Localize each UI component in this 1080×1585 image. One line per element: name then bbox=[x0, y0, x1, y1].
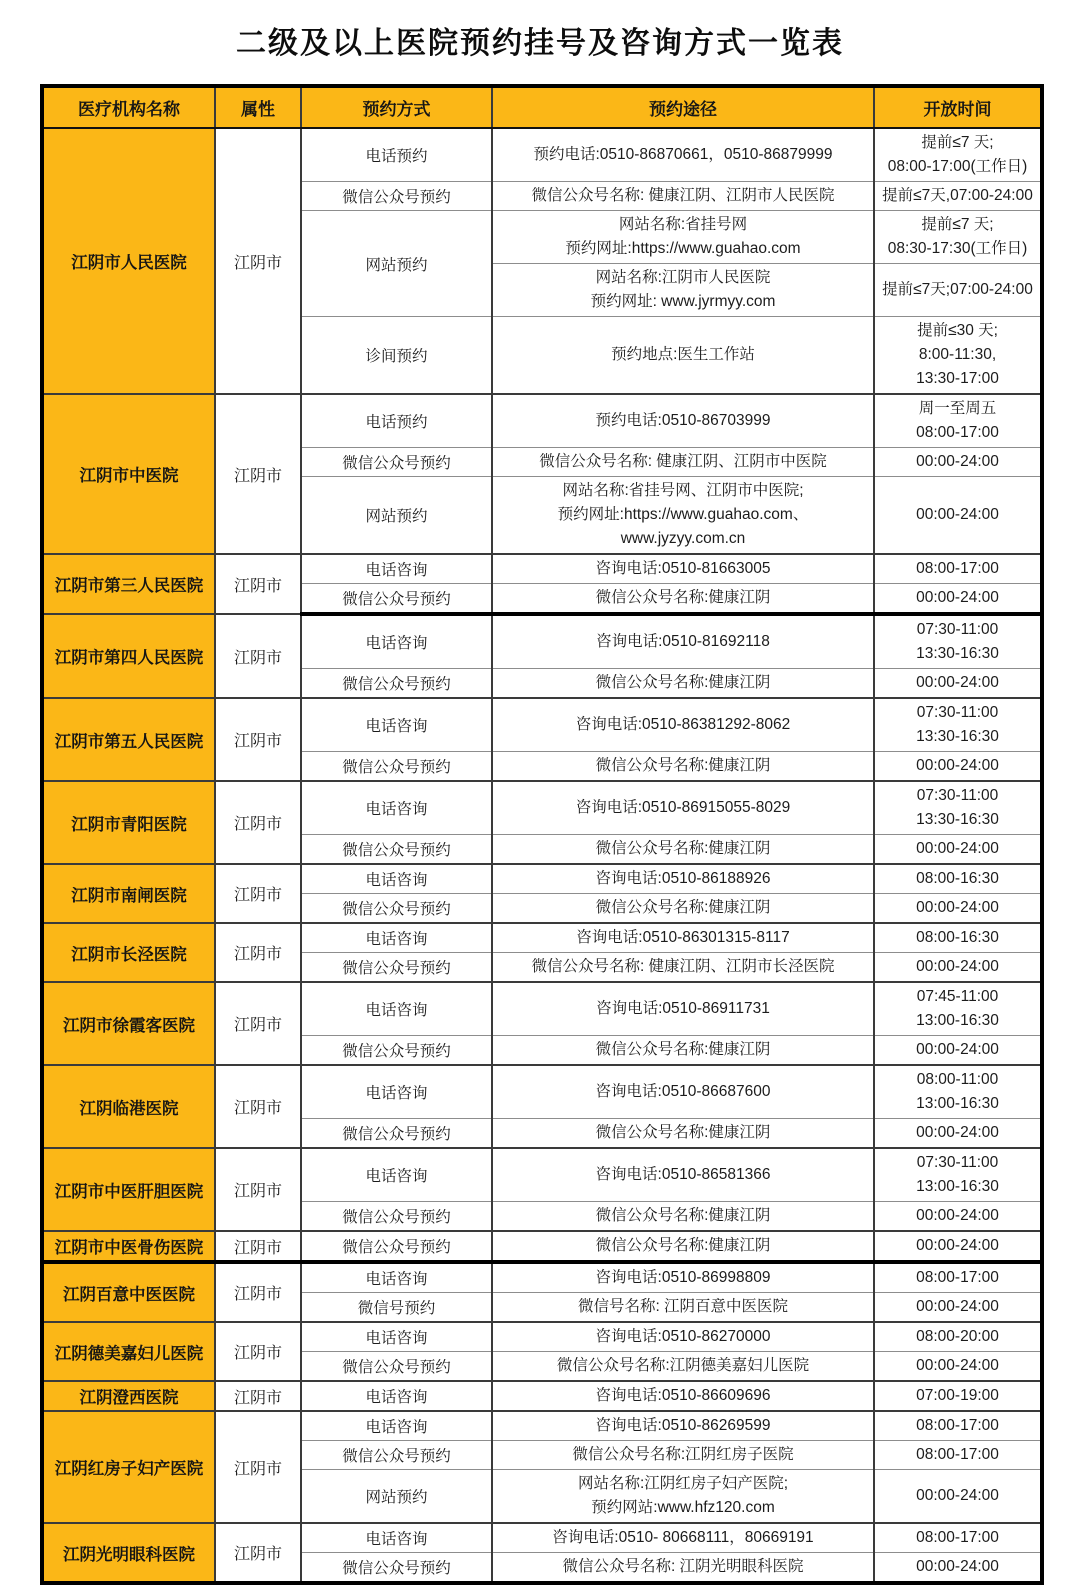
attribute-cell: 江阴市 bbox=[215, 1523, 301, 1583]
booking-channel-cell bbox=[492, 1322, 874, 1352]
booking-method-cell: 电话咨询 bbox=[301, 554, 492, 584]
open-hours-cell bbox=[874, 317, 1042, 395]
table-row bbox=[42, 1381, 1042, 1411]
booking-method-cell: 微信公众号预约 bbox=[301, 448, 492, 477]
booking-method-cell: 电话预约 bbox=[301, 128, 492, 182]
hours-line: 00:00-24:00 bbox=[916, 1357, 999, 1374]
open-hours-cell bbox=[874, 1523, 1042, 1553]
booking-channel-cell bbox=[492, 264, 874, 317]
page-title: 二级及以上医院预约挂号及咨询方式一览表 bbox=[236, 27, 844, 60]
hours-line: 00:00-24:00 bbox=[916, 589, 999, 606]
booking-channel-cell bbox=[492, 923, 874, 953]
column-header-0: 医疗机构名称 bbox=[42, 86, 215, 128]
channel-line: 网站名称:江阴市人民医院 bbox=[595, 269, 771, 286]
hours-line: 08:00-16:30 bbox=[916, 929, 999, 946]
hours-line: 13:30-17:00 bbox=[916, 370, 999, 387]
channel-line: 预约网站:www.hfz120.com bbox=[591, 1499, 775, 1516]
channel-line: 咨询电话:0510-86609696 bbox=[595, 1387, 771, 1404]
hours-line: 提前≤30 天; bbox=[917, 322, 998, 339]
hospital-name-cell: 江阴市青阳医院 bbox=[42, 781, 215, 864]
hours-line: 08:30-17:30(工作日) bbox=[887, 240, 1028, 257]
hospital-name-cell: 江阴市长泾医院 bbox=[42, 923, 215, 982]
open-hours-cell bbox=[874, 477, 1042, 555]
booking-channel-cell bbox=[492, 752, 874, 782]
open-hours-cell bbox=[874, 1202, 1042, 1232]
channel-line: 网站名称:省挂号网、江阴市中医院; bbox=[562, 482, 804, 499]
hours-line: 07:00-19:00 bbox=[916, 1387, 999, 1404]
table-row bbox=[42, 1322, 1042, 1352]
hours-line: 08:00-17:00 bbox=[916, 424, 999, 441]
channel-line: 微信公众号名称:江阴红房子医院 bbox=[572, 1446, 794, 1463]
booking-channel-cell bbox=[492, 781, 874, 835]
hours-line: 00:00-24:00 bbox=[916, 899, 999, 916]
booking-channel-cell bbox=[492, 669, 874, 699]
channel-line: 咨询电话:0510-86381292-8062 bbox=[575, 716, 791, 733]
booking-method-cell: 电话咨询 bbox=[301, 698, 492, 752]
header-row bbox=[42, 86, 1042, 128]
table-row bbox=[42, 614, 1042, 669]
hours-line: 00:00-24:00 bbox=[916, 1558, 999, 1575]
open-hours-cell bbox=[874, 1411, 1042, 1441]
open-hours-cell bbox=[874, 584, 1042, 615]
channel-line: 咨询电话:0510-81663005 bbox=[595, 560, 771, 577]
channel-line: 预约网址:https://www.guahao.com bbox=[565, 240, 801, 257]
booking-method-cell: 微信公众号预约 bbox=[301, 1202, 492, 1232]
booking-channel-cell bbox=[492, 1352, 874, 1382]
open-hours-cell bbox=[874, 1036, 1042, 1066]
channel-line: www.jyzyy.com.cn bbox=[620, 530, 746, 547]
hours-line: 13:30-16:30 bbox=[916, 645, 999, 662]
booking-method-cell: 网站预约 bbox=[301, 211, 492, 317]
booking-method-cell: 电话咨询 bbox=[301, 1411, 492, 1441]
open-hours-cell bbox=[874, 1553, 1042, 1584]
booking-method-cell: 电话咨询 bbox=[301, 1262, 492, 1293]
open-hours-cell bbox=[874, 1119, 1042, 1149]
attribute-cell: 江阴市 bbox=[215, 1231, 301, 1262]
hours-line: 13:00-16:30 bbox=[916, 1095, 999, 1112]
hours-line: 00:00-24:00 bbox=[916, 958, 999, 975]
attribute-cell: 江阴市 bbox=[215, 1262, 301, 1322]
channel-line: 预约网址:https://www.guahao.com、 bbox=[557, 506, 809, 523]
booking-method-cell: 微信公众号预约 bbox=[301, 182, 492, 211]
hospital-name-cell: 江阴市第三人民医院 bbox=[42, 554, 215, 614]
hospital-name-cell: 江阴临港医院 bbox=[42, 1065, 215, 1148]
booking-method-cell: 电话咨询 bbox=[301, 1523, 492, 1553]
open-hours-cell bbox=[874, 554, 1042, 584]
booking-method-cell: 网站预约 bbox=[301, 1470, 492, 1524]
hospital-name-cell: 江阴百意中医医院 bbox=[42, 1262, 215, 1322]
table-row bbox=[42, 1148, 1042, 1202]
table-row bbox=[42, 781, 1042, 835]
attribute-cell: 江阴市 bbox=[215, 394, 301, 554]
hours-line: 08:00-17:00 bbox=[916, 1446, 999, 1463]
channel-line: 咨询电话:0510-86998809 bbox=[595, 1269, 771, 1286]
booking-channel-cell bbox=[492, 1441, 874, 1470]
attribute-cell: 江阴市 bbox=[215, 1322, 301, 1381]
hospital-name-cell: 江阴市第五人民医院 bbox=[42, 698, 215, 781]
hours-line: 07:30-11:00 bbox=[916, 621, 999, 638]
hours-line: 13:30-16:30 bbox=[916, 728, 999, 745]
channel-line: 预约地点:医生工作站 bbox=[611, 346, 755, 363]
table-row bbox=[42, 1411, 1042, 1441]
open-hours-cell bbox=[874, 448, 1042, 477]
open-hours-cell bbox=[874, 1441, 1042, 1470]
table-row bbox=[42, 864, 1042, 894]
booking-channel-cell bbox=[492, 614, 874, 669]
booking-channel-cell bbox=[492, 317, 874, 395]
booking-channel-cell bbox=[492, 894, 874, 924]
hospital-name-cell: 江阴德美嘉妇儿医院 bbox=[42, 1322, 215, 1381]
booking-channel-cell bbox=[492, 835, 874, 865]
attribute-cell: 江阴市 bbox=[215, 1411, 301, 1523]
table-row bbox=[42, 394, 1042, 448]
open-hours-cell bbox=[874, 211, 1042, 264]
open-hours-cell bbox=[874, 953, 1042, 983]
hours-line: 13:00-16:30 bbox=[916, 1178, 999, 1195]
attribute-cell: 江阴市 bbox=[215, 1065, 301, 1148]
open-hours-cell bbox=[874, 1148, 1042, 1202]
table-row bbox=[42, 1231, 1042, 1262]
booking-method-cell: 诊间预约 bbox=[301, 317, 492, 395]
booking-channel-cell bbox=[492, 477, 874, 555]
hours-line: 00:00-24:00 bbox=[916, 453, 999, 470]
channel-line: 咨询电话:0510-86301315-8117 bbox=[576, 929, 790, 946]
open-hours-cell bbox=[874, 835, 1042, 865]
hours-line: 00:00-24:00 bbox=[916, 1041, 999, 1058]
open-hours-cell bbox=[874, 698, 1042, 752]
open-hours-cell bbox=[874, 128, 1042, 182]
booking-method-cell: 电话咨询 bbox=[301, 1065, 492, 1119]
column-header-1: 属性 bbox=[215, 86, 301, 128]
open-hours-cell bbox=[874, 1352, 1042, 1382]
booking-channel-cell bbox=[492, 554, 874, 584]
open-hours-cell bbox=[874, 1322, 1042, 1352]
booking-method-cell: 微信公众号预约 bbox=[301, 1441, 492, 1470]
table-row bbox=[42, 128, 1042, 182]
channel-line: 微信公众号名称: 健康江阴、江阴市人民医院 bbox=[531, 187, 835, 204]
table-row bbox=[42, 1523, 1042, 1553]
hours-line: 00:00-24:00 bbox=[916, 1124, 999, 1141]
hours-line: 00:00-24:00 bbox=[916, 1237, 999, 1254]
attribute-cell: 江阴市 bbox=[215, 923, 301, 982]
hospital-name-cell: 江阴红房子妇产医院 bbox=[42, 1411, 215, 1523]
hours-line: 07:30-11:00 bbox=[916, 1154, 999, 1171]
hospital-name-cell: 江阴光明眼科医院 bbox=[42, 1523, 215, 1583]
hospital-name-cell: 江阴市中医院 bbox=[42, 394, 215, 554]
channel-line: 咨询电话:0510- 80668111，80669191 bbox=[552, 1529, 814, 1546]
hours-line: 08:00-17:00 bbox=[916, 1269, 999, 1286]
open-hours-cell bbox=[874, 781, 1042, 835]
hours-line: 提前≤7 天; bbox=[921, 216, 994, 233]
open-hours-cell bbox=[874, 752, 1042, 782]
open-hours-cell bbox=[874, 1470, 1042, 1524]
hours-line: 00:00-24:00 bbox=[916, 506, 999, 523]
booking-method-cell: 微信公众号预约 bbox=[301, 669, 492, 699]
open-hours-cell bbox=[874, 614, 1042, 669]
open-hours-cell bbox=[874, 894, 1042, 924]
booking-method-cell: 微信公众号预约 bbox=[301, 1231, 492, 1262]
hours-line: 提前≤7天;07:00-24:00 bbox=[882, 281, 1033, 298]
open-hours-cell bbox=[874, 1065, 1042, 1119]
hours-line: 00:00-24:00 bbox=[916, 1207, 999, 1224]
open-hours-cell bbox=[874, 182, 1042, 211]
column-header-4: 开放时间 bbox=[874, 86, 1042, 128]
booking-method-cell: 网站预约 bbox=[301, 477, 492, 555]
hospital-table bbox=[40, 84, 1044, 1585]
open-hours-cell bbox=[874, 1381, 1042, 1411]
hospital-name-cell: 江阴市中医肝胆医院 bbox=[42, 1148, 215, 1231]
booking-channel-cell bbox=[492, 128, 874, 182]
booking-channel-cell bbox=[492, 864, 874, 894]
channel-line: 网站名称:江阴红房子妇产医院; bbox=[577, 1475, 789, 1492]
booking-method-cell: 微信公众号预约 bbox=[301, 1553, 492, 1584]
hours-line: 周一至周五 bbox=[918, 400, 997, 417]
channel-line: 网站名称:省挂号网 bbox=[618, 216, 748, 233]
table-row bbox=[42, 982, 1042, 1036]
booking-channel-cell bbox=[492, 1119, 874, 1149]
channel-line: 咨询电话:0510-86915055-8029 bbox=[575, 799, 791, 816]
hours-line: 提前≤7 天; bbox=[921, 134, 994, 151]
booking-channel-cell bbox=[492, 1470, 874, 1524]
booking-channel-cell bbox=[492, 953, 874, 983]
booking-method-cell: 电话咨询 bbox=[301, 923, 492, 953]
booking-channel-cell bbox=[492, 1231, 874, 1262]
booking-method-cell: 微信公众号预约 bbox=[301, 835, 492, 865]
hours-line: 08:00-11:00 bbox=[916, 1071, 999, 1088]
table-body bbox=[42, 128, 1042, 1583]
hours-line: 00:00-24:00 bbox=[916, 840, 999, 857]
booking-channel-cell bbox=[492, 1381, 874, 1411]
open-hours-cell bbox=[874, 669, 1042, 699]
booking-method-cell: 电话预约 bbox=[301, 394, 492, 448]
hours-line: 00:00-24:00 bbox=[916, 757, 999, 774]
attribute-cell: 江阴市 bbox=[215, 698, 301, 781]
booking-channel-cell bbox=[492, 698, 874, 752]
hours-line: 08:00-17:00(工作日) bbox=[887, 158, 1028, 175]
hours-line: 08:00-17:00 bbox=[916, 1529, 999, 1546]
channel-line: 咨询电话:0510-81692118 bbox=[596, 633, 770, 650]
table-row bbox=[42, 698, 1042, 752]
table-row bbox=[42, 923, 1042, 953]
booking-method-cell: 微信公众号预约 bbox=[301, 894, 492, 924]
channel-line: 咨询电话:0510-86581366 bbox=[595, 1166, 771, 1183]
channel-line: 微信公众号名称:健康江阴 bbox=[595, 1237, 771, 1254]
booking-method-cell: 微信公众号预约 bbox=[301, 1036, 492, 1066]
hours-line: 08:00-20:00 bbox=[916, 1328, 999, 1345]
channel-line: 微信公众号名称:健康江阴 bbox=[595, 589, 771, 606]
channel-line: 微信号名称: 江阴百意中医医院 bbox=[577, 1298, 789, 1315]
hospital-name-cell: 江阴市中医骨伤医院 bbox=[42, 1231, 215, 1262]
channel-line: 微信公众号名称:健康江阴 bbox=[595, 840, 771, 857]
channel-line: 咨询电话:0510-86911731 bbox=[596, 1000, 770, 1017]
channel-line: 咨询电话:0510-86188926 bbox=[595, 870, 771, 887]
attribute-cell: 江阴市 bbox=[215, 614, 301, 698]
hours-line: 00:00-24:00 bbox=[916, 1298, 999, 1315]
booking-channel-cell bbox=[492, 1553, 874, 1584]
open-hours-cell bbox=[874, 1231, 1042, 1262]
booking-method-cell: 微信公众号预约 bbox=[301, 1119, 492, 1149]
channel-line: 微信公众号名称:健康江阴 bbox=[595, 899, 771, 916]
hours-line: 08:00-17:00 bbox=[916, 560, 999, 577]
hours-line: 07:30-11:00 bbox=[916, 787, 999, 804]
hours-line: 07:30-11:00 bbox=[916, 704, 999, 721]
booking-method-cell: 微信公众号预约 bbox=[301, 1352, 492, 1382]
channel-line: 微信公众号名称:健康江阴 bbox=[595, 674, 771, 691]
booking-method-cell: 微信公众号预约 bbox=[301, 584, 492, 615]
open-hours-cell bbox=[874, 864, 1042, 894]
channel-line: 微信公众号名称:健康江阴 bbox=[595, 1041, 771, 1058]
open-hours-cell bbox=[874, 982, 1042, 1036]
attribute-cell: 江阴市 bbox=[215, 128, 301, 394]
attribute-cell: 江阴市 bbox=[215, 864, 301, 923]
booking-channel-cell bbox=[492, 1036, 874, 1066]
booking-method-cell: 电话咨询 bbox=[301, 1322, 492, 1352]
hours-line: 13:30-16:30 bbox=[916, 811, 999, 828]
booking-channel-cell bbox=[492, 1065, 874, 1119]
booking-method-cell: 电话咨询 bbox=[301, 1148, 492, 1202]
booking-method-cell: 电话咨询 bbox=[301, 614, 492, 669]
attribute-cell: 江阴市 bbox=[215, 982, 301, 1065]
attribute-cell: 江阴市 bbox=[215, 781, 301, 864]
booking-channel-cell bbox=[492, 1293, 874, 1323]
column-header-3: 预约途径 bbox=[492, 86, 874, 128]
hours-line: 07:45-11:00 bbox=[916, 988, 999, 1005]
open-hours-cell bbox=[874, 1293, 1042, 1323]
booking-channel-cell bbox=[492, 1262, 874, 1293]
hours-line: 00:00-24:00 bbox=[916, 674, 999, 691]
channel-line: 咨询电话:0510-86270000 bbox=[595, 1328, 771, 1345]
attribute-cell: 江阴市 bbox=[215, 554, 301, 614]
booking-method-cell: 电话咨询 bbox=[301, 781, 492, 835]
channel-line: 咨询电话:0510-86687600 bbox=[595, 1083, 771, 1100]
hours-line: 00:00-24:00 bbox=[916, 1487, 999, 1504]
booking-channel-cell bbox=[492, 1148, 874, 1202]
open-hours-cell bbox=[874, 1262, 1042, 1293]
booking-method-cell: 电话咨询 bbox=[301, 982, 492, 1036]
booking-method-cell: 微信号预约 bbox=[301, 1293, 492, 1323]
hours-line: 13:00-16:30 bbox=[916, 1012, 999, 1029]
hospital-name-cell: 江阴市南闸医院 bbox=[42, 864, 215, 923]
attribute-cell: 江阴市 bbox=[215, 1148, 301, 1231]
attribute-cell: 江阴市 bbox=[215, 1381, 301, 1411]
channel-line: 预约网址: www.jyrmyy.com bbox=[590, 293, 776, 310]
channel-line: 微信公众号名称: 健康江阴、江阴市长泾医院 bbox=[531, 958, 835, 975]
table-row bbox=[42, 554, 1042, 584]
booking-method-cell: 微信公众号预约 bbox=[301, 953, 492, 983]
channel-line: 微信公众号名称:健康江阴 bbox=[595, 1124, 771, 1141]
booking-channel-cell bbox=[492, 448, 874, 477]
hospital-name-cell: 江阴澄西医院 bbox=[42, 1381, 215, 1411]
hours-line: 提前≤7天,07:00-24:00 bbox=[882, 187, 1033, 204]
channel-line: 预约电话:0510-86703999 bbox=[595, 412, 771, 429]
channel-line: 预约电话:0510-86870661，0510-86879999 bbox=[533, 146, 833, 163]
booking-channel-cell bbox=[492, 182, 874, 211]
channel-line: 咨询电话:0510-86269599 bbox=[595, 1417, 771, 1434]
table-row bbox=[42, 1262, 1042, 1293]
open-hours-cell bbox=[874, 264, 1042, 317]
booking-method-cell: 电话咨询 bbox=[301, 1381, 492, 1411]
hours-line: 08:00-17:00 bbox=[916, 1417, 999, 1434]
booking-channel-cell bbox=[492, 394, 874, 448]
hospital-name-cell: 江阴市第四人民医院 bbox=[42, 614, 215, 698]
channel-line: 微信公众号名称: 江阴光明眼科医院 bbox=[562, 1558, 804, 1575]
open-hours-cell bbox=[874, 394, 1042, 448]
booking-channel-cell bbox=[492, 1523, 874, 1553]
booking-method-cell: 电话咨询 bbox=[301, 864, 492, 894]
booking-channel-cell bbox=[492, 1411, 874, 1441]
booking-channel-cell bbox=[492, 211, 874, 264]
booking-method-cell: 微信公众号预约 bbox=[301, 752, 492, 782]
channel-line: 微信公众号名称:健康江阴 bbox=[595, 1207, 771, 1224]
hours-line: 8:00-11:30, bbox=[918, 346, 997, 363]
hours-line: 08:00-16:30 bbox=[916, 870, 999, 887]
booking-channel-cell bbox=[492, 584, 874, 615]
booking-channel-cell bbox=[492, 1202, 874, 1232]
hospital-name-cell: 江阴市徐霞客医院 bbox=[42, 982, 215, 1065]
channel-line: 微信公众号名称: 健康江阴、江阴市中医院 bbox=[539, 453, 827, 470]
channel-line: 微信公众号名称:健康江阴 bbox=[595, 757, 771, 774]
table-row bbox=[42, 1065, 1042, 1119]
open-hours-cell bbox=[874, 923, 1042, 953]
booking-channel-cell bbox=[492, 982, 874, 1036]
column-header-2: 预约方式 bbox=[301, 86, 492, 128]
hospital-name-cell: 江阴市人民医院 bbox=[42, 128, 215, 394]
channel-line: 微信公众号名称:江阴德美嘉妇儿医院 bbox=[556, 1357, 810, 1374]
